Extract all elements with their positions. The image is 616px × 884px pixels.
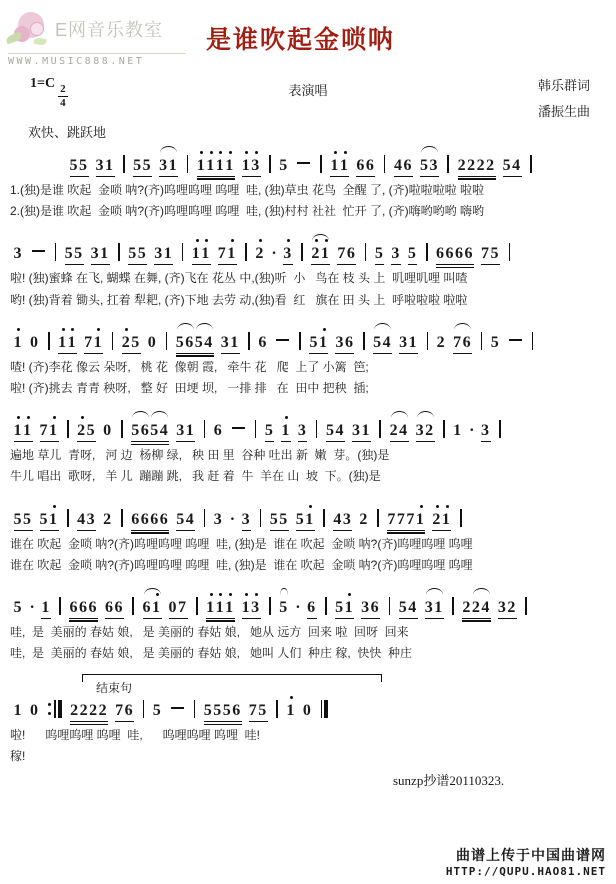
composer: 潘振生曲 xyxy=(537,104,590,119)
lyric-line: 谁在 吹起 金唢 呐?(齐)呜哩呜哩 呜哩 哇, (独)是 谁在 吹起 金唢 呐?(齐)呜哩呜哩 呜哩 xyxy=(10,536,473,551)
notation-line: 1 0 2222 76 5 5556 75 1 0 xyxy=(10,696,612,722)
system-1 xyxy=(10,142,612,219)
lyric-line: 啦! 呜哩呜哩 呜哩 哇, 呜哩呜哩 呜哩 哇! xyxy=(10,728,261,743)
lyric-line: 遍地 草儿 青呀, 河 边 杨柳 绿, 秧 田 里 谷种 吐出 新 嫩 芽。(独)是 xyxy=(10,448,390,463)
notation-line: 5 · 1 666 66 61 07 1 1 1 1 3 5 · 6 51 36 54 31 2 24 32 xyxy=(10,584,612,619)
system-6 xyxy=(10,584,612,661)
lyric-line: 稼! xyxy=(10,749,26,764)
upload-credit xyxy=(446,845,606,878)
score xyxy=(10,142,612,776)
lyric-line: 哇, 是 美丽的 春姑 娘, 是 美丽的 春姑 娘, 她叫 人们 种庄 稼, 快快 种庄 xyxy=(10,646,413,661)
tempo-marking: 欢快、跳跃地 xyxy=(28,125,107,140)
credits xyxy=(538,73,590,125)
notation-line: 55 51 43 2 6666 54 3 · 3 55 51 43 2 7771 2 1 xyxy=(10,496,612,531)
lyric-line: 1.(独)是谁 吹起 金唢 呐?(齐)呜哩呜哩 呜哩 哇, (独)草虫 花鸟 全醒 了, (齐)啦啦啦啦 啦啦 xyxy=(10,183,484,197)
lyric-line: 哇, 是 美丽的 春姑 娘, 是 美丽的 春姑 娘, 她从 远方 回来 啦 回呀 回来 xyxy=(10,624,409,639)
lyric-line: 2.(独)是谁 吹起 金唢 呐?(齐)呜哩呜哩 呜哩 哇, (独)村村 社社 忙开 了, (齐)嗨哟哟哟 嗨哟 xyxy=(10,204,484,219)
watermark-divider xyxy=(8,53,186,54)
upload-site-url: HTTP://QUPU.HAO81.NET xyxy=(445,865,606,878)
system-7-ending xyxy=(10,672,612,764)
site-watermark xyxy=(8,8,186,67)
upload-site-name: 曲谱上传于中国曲谱网 xyxy=(456,847,606,863)
flower-logo-icon xyxy=(8,8,50,50)
system-2 xyxy=(10,230,612,307)
notation-line: 3 55 31 55 31 1 1 71 2 · 3 2 1 76 5 3 5 6666 75 xyxy=(10,230,612,265)
time-signature-bottom: 4 xyxy=(60,97,66,109)
lyric-line: 哟! (独)背着 锄头, 扛着 犁耙, (齐)下地 去劳 动,(独)看 红 旗在 田 头 上 呼啦啦啦 啦啦 xyxy=(10,292,468,307)
lyric-line: 谁在 吹起 金唢 呐?(齐)呜哩呜哩 呜哩 哇, (独)是 谁在 吹起 金唢 呐?(齐)呜哩呜哩 呜哩 xyxy=(10,557,473,572)
song-title: 是谁吹起金唢呐 xyxy=(206,26,396,54)
lyric-line: 啦! (齐)挑去 青青 秧呀, 整 好 田埂 坝, 一排 排 在 田中 把秧 插; xyxy=(10,380,369,395)
lyric-line: 牛儿 唱出 歌呀, 羊 儿 蹦蹦 跳, 我 赶 着 牛 羊在 山 坡 下。(独)是 xyxy=(10,469,381,484)
site-logo xyxy=(8,8,186,50)
notation-line: 1 1 71 2 5 0 56 54 31 6 5 1 3 54 31 24 32 1 · 3 xyxy=(10,407,612,442)
system-4 xyxy=(10,407,612,484)
ending-label: 结束句 xyxy=(92,679,136,696)
transcriber-note: sunzp抄谱20110323. xyxy=(393,773,505,788)
key-signature: 1=C xyxy=(30,76,56,91)
system-5 xyxy=(10,496,612,573)
lyric-line: 喳! (齐)李花 像云 朵呀, 桃 花 像朝 霞, 牵牛 花 爬 上了 小篱 笆; xyxy=(10,359,369,374)
notation-line: 1 0 1 1 71 2 5 0 56 54 31 6 51 36 54 31 2 76 5 xyxy=(10,319,612,354)
notation-line: 55 31 55 31 1 1 1 1 1 3 5 1 1 66 46 53 2222 54 xyxy=(10,142,612,177)
ending-bracket xyxy=(82,672,382,696)
time-signature-top: 2 xyxy=(60,83,66,95)
site-name: E网音乐教室 xyxy=(55,20,164,40)
lyric-line: 啦! (独)蜜蜂 在飞, 蝴蝶 在舞, (齐)飞在 花丛 中,(独)听 小 鸟在 枝 头 上 叽哩叽哩 叫喳 xyxy=(10,271,468,286)
performance-type: 表演唱 xyxy=(288,83,328,98)
site-url: WWW.MUSIC888.NET xyxy=(8,56,145,67)
system-3 xyxy=(10,319,612,396)
lyricist: 韩乐群词 xyxy=(537,78,590,93)
